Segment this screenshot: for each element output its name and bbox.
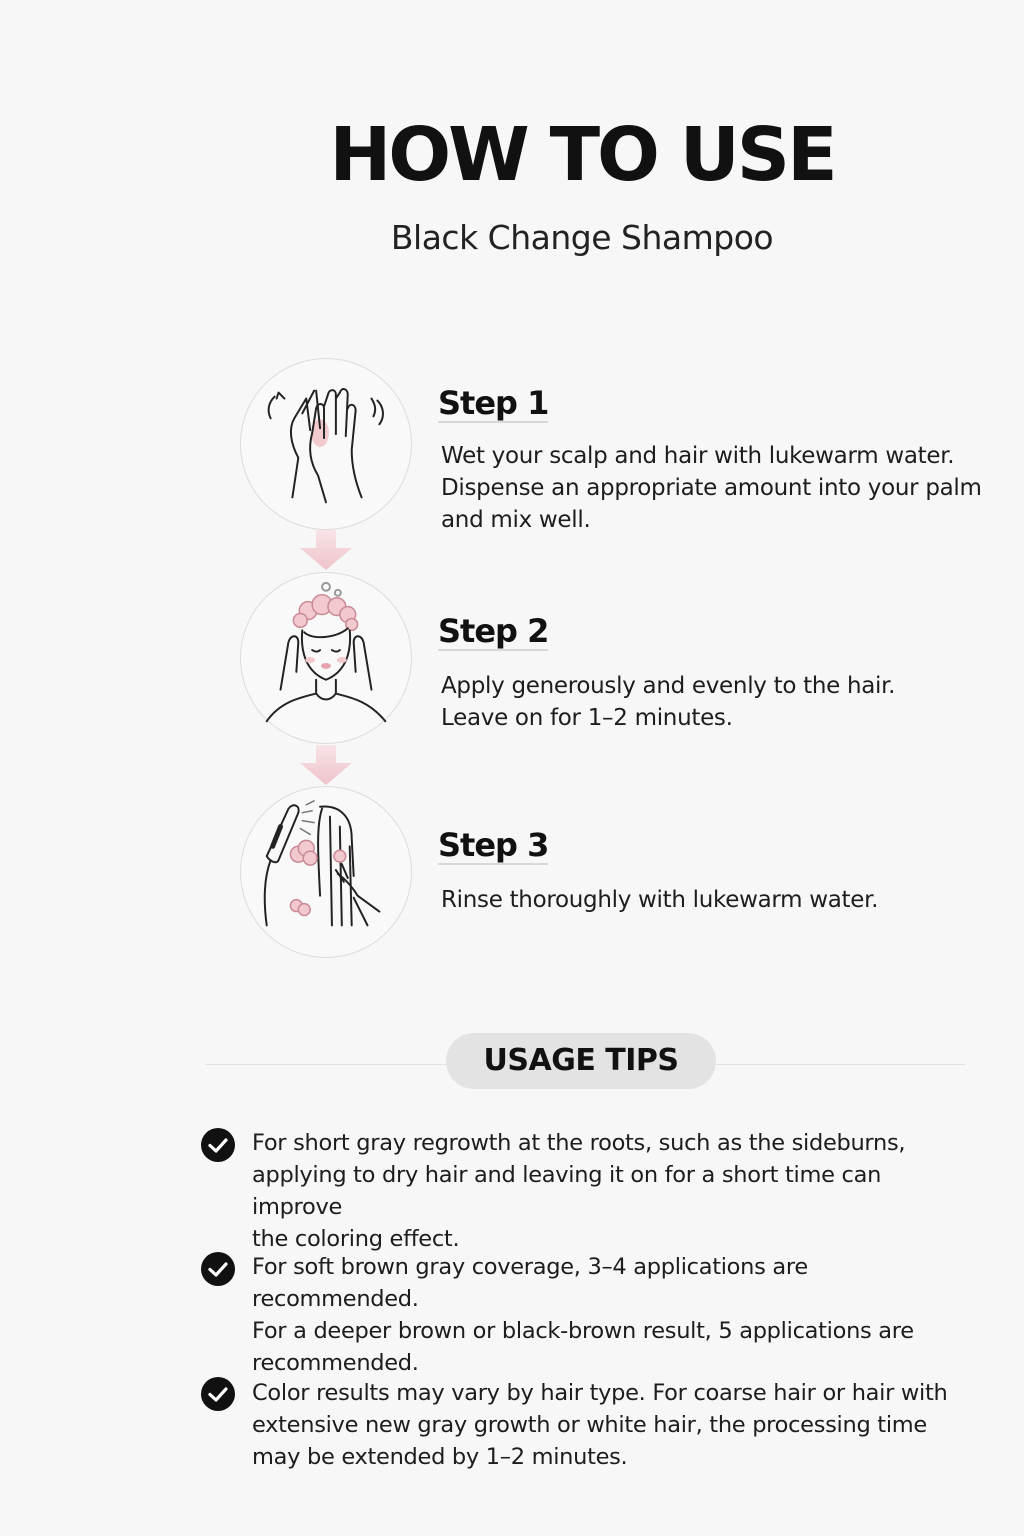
step-3-title: Step 3 bbox=[438, 826, 549, 864]
tip-line: the coloring effect. bbox=[252, 1226, 460, 1252]
tip-line: recommended. bbox=[252, 1350, 419, 1376]
page-subtitle: Black Change Shampoo bbox=[390, 218, 774, 257]
step-2-title: Step 2 bbox=[438, 612, 549, 650]
step-1-line: and mix well. bbox=[441, 507, 591, 533]
step-1-line: Dispense an appropriate amount into your palm bbox=[441, 475, 982, 501]
down-arrow-icon bbox=[296, 745, 356, 785]
down-arrow-icon bbox=[296, 530, 356, 570]
tip-line: extensive new gray growth or white hair, the processing time bbox=[252, 1412, 927, 1438]
check-circle-icon bbox=[201, 1128, 235, 1162]
tip-line: For short gray regrowth at the roots, such as the sideburns, bbox=[252, 1130, 906, 1156]
tip-line: For a deeper brown or black-brown result, 5 applications are bbox=[252, 1318, 914, 1344]
step-1-line: Wet your scalp and hair with lukewarm water. bbox=[441, 443, 955, 469]
step-3-description bbox=[441, 884, 1001, 916]
page-title: HOW TO USE bbox=[329, 112, 835, 198]
woman-foam-head-icon bbox=[240, 572, 412, 744]
check-circle-icon bbox=[201, 1377, 235, 1411]
step-3-line: Rinse thoroughly with lukewarm water. bbox=[441, 887, 879, 913]
tip-line: applying to dry hair and leaving it on for a short time can improve bbox=[252, 1162, 882, 1220]
tip-2 bbox=[252, 1251, 972, 1379]
check-circle-icon bbox=[201, 1252, 235, 1286]
step-1-title: Step 1 bbox=[438, 384, 549, 422]
tip-line: may be extended by 1–2 minutes. bbox=[252, 1444, 628, 1470]
step-2-line: Apply generously and evenly to the hair. bbox=[441, 673, 896, 699]
step-2-line: Leave on for 1–2 minutes. bbox=[441, 705, 733, 731]
hands-lather-icon bbox=[240, 358, 412, 530]
tip-3 bbox=[252, 1377, 972, 1473]
tip-line: Color results may vary by hair type. For coarse hair or hair with bbox=[252, 1380, 948, 1406]
shower-rinse-icon bbox=[240, 786, 412, 958]
usage-tips-heading: USAGE TIPS bbox=[446, 1033, 716, 1089]
tip-1 bbox=[252, 1127, 972, 1255]
tip-line: For soft brown gray coverage, 3–4 applications are recommended. bbox=[252, 1254, 808, 1312]
step-1-description bbox=[441, 440, 1001, 536]
step-2-description bbox=[441, 670, 1001, 734]
